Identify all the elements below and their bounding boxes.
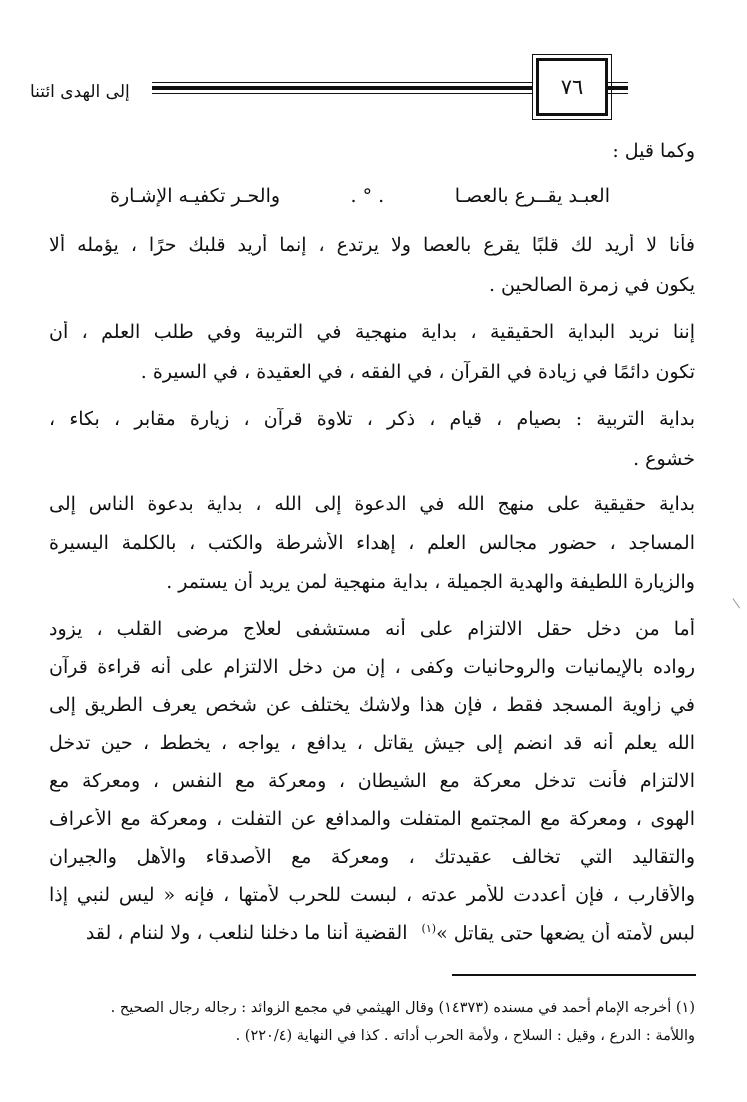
- body-line: المساجد ، حضور مجالس العلم ، إهداء الأشرطة والكتب ، بالكلمة اليسيرة: [49, 532, 695, 554]
- page-number: ٧٦: [536, 58, 608, 116]
- body-line: والتقاليد التي تخالف عقيدتك ، ومعركة مع الأصدقاء والأهل والجيران: [49, 846, 695, 868]
- body-line: رواده بالإيمانيات والروحانيات وكفى ، إن من دخل الالتزام على أنه قراءة قرآن: [49, 656, 695, 678]
- intro-line: وكما قيل :: [612, 140, 695, 162]
- footnote-ref: (١): [421, 922, 437, 935]
- body-line: إننا نريد البداية الحقيقية ، بداية منهجية في التربية وفي طلب العلم ، أن: [49, 321, 695, 343]
- body-line-quote: لبس لأمته أن يضعها حتى يقاتل »: [436, 922, 695, 945]
- body-line: خشوع .: [633, 448, 695, 470]
- footnote-divider: [452, 974, 696, 976]
- body-line: بداية التربية : بصيام ، قيام ، ذكر ، تلاوة قرآن ، زيارة مقابر ، بكاء ،: [49, 408, 695, 430]
- body-line: الهوى ، ومعركة مع المجتمع المتفلت والمدافع عن التفلت ، ومعركة مع الأعراف: [49, 808, 695, 830]
- scan-artifact: [732, 594, 746, 609]
- body-line: أما من دخل حقل الالتزام على أنه مستشفى لعلاج مرضى القلب ، يزود: [49, 618, 695, 640]
- body-line: يكون في زمرة الصالحين .: [488, 274, 695, 296]
- body-line: والأقارب ، فإن أعددت للأمر عدته ، لبست للحرب لأمتها ، فإنه « ليس لنبي إذا: [49, 884, 695, 906]
- body-line: في زاوية المسجد فقط ، فإن هذا ولاشك يختلف عن شخص يعرف الطريق إلى: [49, 694, 695, 716]
- body-line-last: [49, 922, 695, 944]
- body-line: تكون دائمًا في زيادة في القرآن ، في الفقه ، في العقيدة ، في السيرة .: [140, 361, 695, 383]
- body-line-tail: القضية أننا ما دخلنا لنلعب ، ولا لننام ، لقد: [85, 922, 408, 945]
- footnote-1-continued: واللأمة : الدرع ، وقيل : السلاح ، ولأمة الحرب أداته . كذا في النهاية (٢٢٠/٤) .: [235, 1028, 695, 1044]
- body-line: الله يعلم أنه قد انضم إلى جيش يقاتل ، يدافع ، يواجه ، يخطط ، حين تدخل: [49, 732, 695, 754]
- running-title: إلى الهدى ائتنا: [30, 82, 130, 102]
- body-line: فأنا لا أريد لك قلبًا يقرع بالعصا ولا يرتدع ، إنما أريد قلبك حرًا ، يؤمله ألا: [49, 234, 695, 256]
- verse-separator: . ° .: [350, 185, 385, 207]
- page-header: [0, 0, 747, 130]
- poetry-verse: [110, 185, 610, 207]
- verse-hemistich-left: والحـر تكفيـه الإشـارة: [110, 185, 281, 207]
- header-rule: [152, 80, 532, 98]
- header-rule-right: [606, 80, 628, 98]
- verse-hemistich-right: العبـد يقــرع بالعصـا: [454, 185, 610, 207]
- footnote-1: (١) أخرجه الإمام أحمد في مسنده (١٤٣٧٣) وقال الهيثمي في مجمع الزوائد : رجاله رجال الصحيح .: [110, 1000, 695, 1016]
- body-line: والزيارة اللطيفة والهدية الجميلة ، بداية منهجية لمن يريد أن يستمر .: [166, 571, 695, 593]
- body-line: الالتزام فأنت تدخل معركة مع الشيطان ، ومعركة مع النفس ، ومعركة مع: [49, 770, 695, 792]
- body-line: بداية حقيقية على منهج الله في الدعوة إلى الله ، بداية بدعوة الناس إلى: [49, 493, 695, 515]
